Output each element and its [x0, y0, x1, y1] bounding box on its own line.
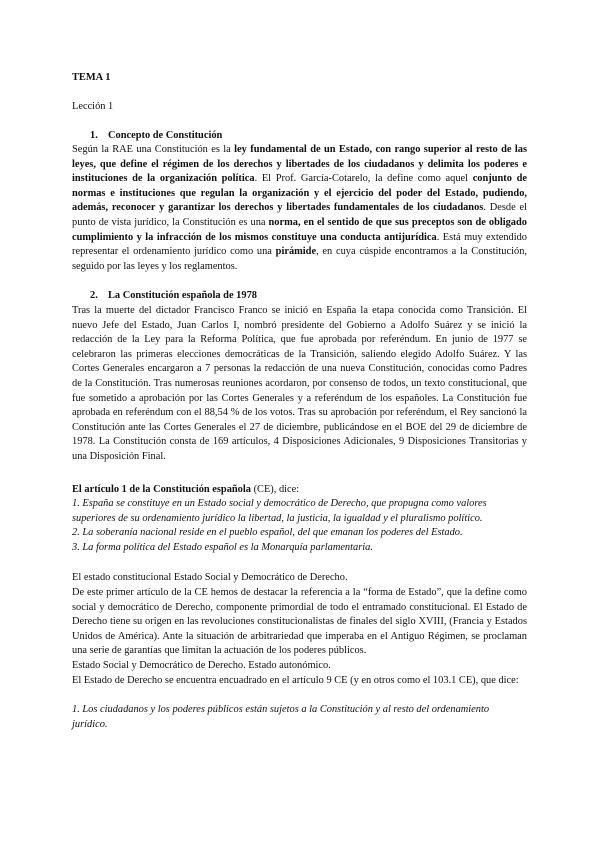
article-1-intro: [72, 483, 527, 498]
s1-bold-definition-cotarelo: conjunto de normas e instituciones que regulan la organización y el ejercicio del poder del Estado, pudiendo, además, reconocer y garantizar los derechos y libertades fundamentales de los ciudadanos: [72, 173, 527, 214]
section-1-heading: [72, 129, 545, 144]
s1-bold-definition-norma: norma, en el sentido de que sus preceptos son de obligado cumplimiento y la infracción de los mismos constituye una conducta antijurídica: [72, 216, 527, 243]
leccion-label: Lección 1: [72, 101, 114, 112]
tema-heading: TEMA 1: [72, 72, 111, 83]
s1-text-c: . El Prof. García-Cotarelo, la define como aquel: [254, 173, 473, 185]
article-1-item-1: 1. España se constituye en un Estado social y democrático de Derecho, que propugna como valores superiores de su ordenamiento jurídico la libertad, la justicia, la igualdad y el pluralismo político.: [72, 498, 487, 524]
s1-bold-definition-rae: ley fundamental de un Estado, con rango superior al resto de las leyes, que define el régimen de los derechos y libertades de los ciudadanos y delimita los poderes e instituciones de la organización política: [72, 144, 527, 185]
estado-constitucional-paragraph: De este primer artículo de la CE hemos de destacar la referencia a la “forma de Estado”, que la define como social y democrático de Derecho, componente primordial de todo el entramado constitucional. El Estado de Derecho tiene su origen en las revoluciones constitucionalistas de finales del siglo XVIII, (Francia y Estados Unidos de América). Ante la situación de arbitrariedad que imperaba en el Antiguo Régimen, se proclaman una serie de garantías que limitan la actuación de los poderes públicos.: [72, 587, 527, 657]
section-2-paragraph: Tras la muerte del dictador Francisco Franco se inició en España la etapa conocida como Transición. El nuevo Jefe del Estado, Juan Carlos I, nombró presidente del Gobierno a Adolfo Suárez y se inició la redacción de la Ley para la Reforma Política, que fue aprobada por referéndum. En junio de 1977 se celebraron las primeras elecciones democráticas de la Transición, saliendo elegido Adolfo Suárez. Y las Cortes Generales encargaron a 7 personas la redacción de una nueva Constitución, conocidas como Padres de la Constitución. Tras numerosas reuniones acordaron, por consenso de todos, un texto constitucional, que fue sometido a aprobación por las Cortes Generales y a referéndum de los españoles. La Constitución fue aprobada en referéndum con el 88,54 % de los votos. Tras su aprobación por referéndum, el Rey sancionó la Constitución ante las Cortes Generales el 27 de diciembre, publicándose en el BOE del 29 de diciembre de 1978. La Constitución consta de 169 artículos, 4 Disposiciones Adicionales, 9 Disposiciones Transitorias y una Disposición Final.: [72, 305, 527, 462]
article-1-intro-rest: (CE), dice:: [250, 484, 300, 495]
estado-constitucional-title: El estado constitucional Estado Social y Democrático de Derecho.: [72, 572, 348, 583]
s1-text-g: . Está muy extendido representar el ordenamiento jurídico como una: [72, 231, 527, 258]
section-2-heading: [72, 289, 545, 304]
estado-social-title: Estado Social y Democrático de Derecho. Estado autonómico.: [72, 660, 331, 671]
article-1-item-3: 3. La forma política del Estado español es la Monarquía parlamentaria.: [72, 542, 373, 553]
section-1-number: 1.: [90, 130, 98, 141]
section-2-number: 2.: [90, 290, 98, 301]
section-2-title: La Constitución española de 1978: [108, 290, 257, 301]
article-1-item-2: 2. La soberanía nacional reside en el pueblo español, del que emanan los poderes del Estado.: [72, 527, 463, 538]
article-9-quote: 1. Los ciudadanos y los poderes públicos están sujetos a la Constitución y al resto del ordenamiento jurídico.: [72, 704, 490, 730]
article-1-title: El artículo 1 de la Constitución española: [72, 484, 251, 495]
s1-text-a: Según la RAE una Constitución es la: [72, 144, 235, 155]
s1-bold-piramide: pirámide: [275, 246, 317, 258]
s1-text-e: . Desde el punto de vista jurídico, la Constitución es una: [72, 202, 527, 228]
section-1-paragraph: [72, 143, 527, 274]
s1-text-i: , en cuya cúspide encontramos a la Constitución, seguido por las leyes y los reglamentos.: [72, 246, 527, 272]
estado-social-paragraph: El Estado de Derecho se encuentra encuadrado en el artículo 9 CE (y en otros como el 103.1 CE), que dice:: [72, 675, 519, 686]
section-1-title: Concepto de Constitución: [108, 130, 223, 141]
